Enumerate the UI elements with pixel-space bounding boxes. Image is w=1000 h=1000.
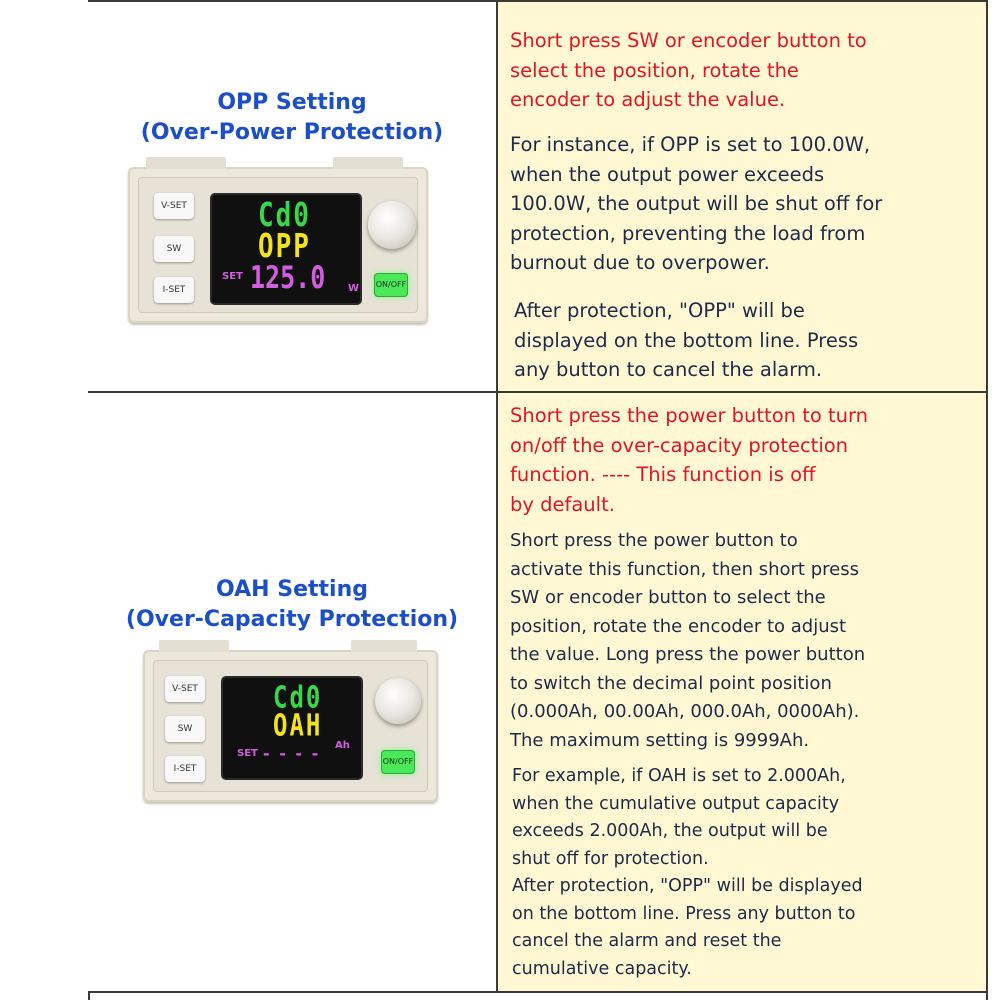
- lcd-value: 125.0: [250, 259, 326, 296]
- v-set-button: V-SET: [165, 676, 205, 702]
- oah-lcd-screen: [223, 678, 361, 778]
- v-set-button: V-SET: [154, 193, 194, 219]
- oah-title: [88, 575, 496, 635]
- oah-title-line2: (Over-Capacity Protection): [125, 607, 459, 632]
- on-off-button: ON/OFF: [381, 750, 415, 774]
- opp-right-cell: [498, 2, 986, 391]
- sw-button: SW: [154, 236, 194, 262]
- lcd-line2: OPP: [258, 228, 311, 266]
- i-set-button: I-SET: [154, 277, 194, 303]
- opp-title-line1: OPP Setting: [217, 90, 367, 115]
- opp-title-line2: (Over-Power Protection): [140, 120, 444, 145]
- oah-row: [88, 393, 988, 993]
- oah-activation-text: Short press the power button to activate this function, then short press SW or encoder button to select the position, rotate the encoder to adjust the value. Long press the power button to switch the decimal point position (0.000Ah, 00.00Ah, 000.0Ah, 0000Ah). The maximum setting is 9999Ah.: [510, 530, 866, 751]
- opp-device-illustration: [128, 167, 428, 323]
- lcd-line1: Cd0: [273, 680, 323, 715]
- opp-left-cell: [88, 2, 498, 391]
- opp-row: [88, 0, 988, 393]
- encoder-knob-icon: [368, 201, 416, 249]
- lcd-set-label: SET: [222, 271, 243, 282]
- lcd-line1: Cd0: [258, 197, 311, 235]
- oah-example-text: For example, if OAH is set to 2.000Ah, when the cumulative output capacity exceeds 2.000Ah, the output will be shut off for protection. After protection, "OPP" will be displayed on the bottom line. Press any button to cancel the alarm and reset the cumulative capacity.: [512, 766, 863, 979]
- oah-left-cell: [88, 393, 498, 991]
- opp-after-protection-text: After protection, "OPP" will be displayed on the bottom line. Press any button to cancel the alarm.: [514, 299, 859, 381]
- lcd-unit: Ah: [335, 740, 350, 751]
- device-lug: [146, 157, 226, 169]
- opp-title: [88, 88, 496, 148]
- opp-instruction-red: Short press SW or encoder button to select the position, rotate the encoder to adjust the value.: [510, 29, 867, 111]
- lcd-value: - - - -: [263, 744, 321, 763]
- lcd-set-label: SET: [237, 748, 258, 759]
- oah-instruction-red: Short press the power button to turn on/off the over-capacity protection function. ---- This function is off by default.: [510, 404, 869, 516]
- device-lug: [333, 157, 403, 169]
- device-lug: [159, 640, 229, 652]
- on-off-button: ON/OFF: [374, 273, 408, 297]
- device-lug: [351, 640, 417, 652]
- oah-device-illustration: [143, 650, 438, 802]
- i-set-button: I-SET: [165, 756, 205, 782]
- lcd-line2: OAH: [273, 708, 323, 743]
- oah-title-line1: OAH Setting: [216, 577, 368, 602]
- opp-example-text: For instance, if OPP is set to 100.0W, when the output power exceeds 100.0W, the output will be shut off for protection, preventing the load from burnout due to overpower.: [510, 133, 883, 274]
- oah-right-cell: [498, 393, 986, 991]
- sw-button: SW: [165, 716, 205, 742]
- encoder-knob-icon: [375, 678, 421, 724]
- lcd-unit: W: [348, 283, 360, 294]
- opp-lcd-screen: [212, 195, 360, 303]
